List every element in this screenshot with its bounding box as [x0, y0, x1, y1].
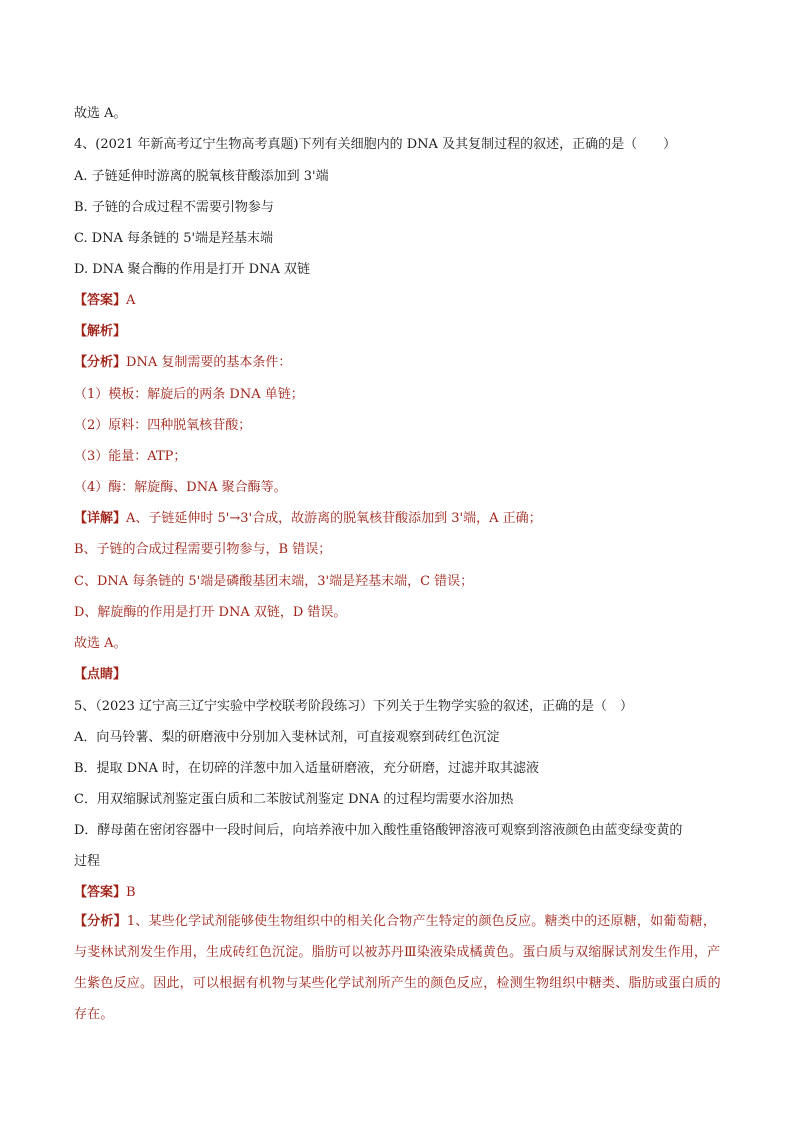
q5-option-d-continued: 过程: [74, 854, 101, 869]
q5-option-d: D．酵母菌在密闭容器中一段时间后，向培养液中加入酸性重铬酸钾溶液可观察到溶液颜色由蓝变绿变黄的: [74, 823, 683, 838]
q4-condition-1: （1）模板：解旋后的两条 DNA 单链；: [74, 387, 304, 402]
q5-fenxi-text: 1、某些化学试剂能够使生物组织中的相关化合物产生特定的颜色反应。糖类中的还原糖，如葡萄糖，与斐林试剂发生作用，生成砖红色沉淀。脂肪可以被苏丹Ⅲ染液染成橘黄色。蛋白质与双缩脲试剂发生作用，产生紫色反应。因此，可以根据有机物与某些化学试剂所产生的颜色反应，检测生物组织中糖类、脂肪或蛋白质的存在。: [74, 914, 721, 1022]
q4-xiangjie-d: D、解旋酶的作用是打开 DNA 双链，D 错误。: [74, 605, 347, 620]
q5-answer-label: 【答案】: [74, 885, 127, 900]
q4-answer-value: A: [126, 293, 136, 308]
q5-option-a: A．向马铃薯、梨的研磨液中分别加入斐林试剂，可直接观察到砖红色沉淀: [74, 730, 500, 745]
q4-option-b: B. 子链的合成过程不需要引物参与: [74, 200, 274, 215]
q4-xiangjie-c: C、DNA 每条链的 5'端是磷酸基团末端，3'端是羟基末端，C 错误；: [74, 574, 474, 589]
q4-fenxi-text: DNA 复制需要的基本条件：: [126, 355, 292, 370]
q4-jiexi-label: 【解析】: [74, 324, 127, 339]
q4-fenxi-label: 【分析】: [74, 355, 127, 370]
q4-stem: 4、(2021 年新高考辽宁生物高考真题)下列有关细胞内的 DNA 及其复制过程的叙述，正确的是（ ）: [74, 137, 677, 152]
q4-condition-2: （2）原料：四种脱氧核苷酸；: [74, 418, 252, 433]
q4-previous-conclusion: 故选 A。: [74, 106, 127, 121]
q4-xiangjie-a: A、子链延伸时 5'→3'合成，故游离的脱氧核苷酸添加到 3'端，A 正确；: [126, 511, 542, 526]
q5-answer-line: [74, 882, 734, 903]
q4-xiangjie-label: 【详解】: [74, 511, 127, 526]
q4-dianjing-label: 【点睛】: [74, 667, 127, 682]
q5-fenxi-label: 【分析】: [74, 914, 127, 929]
q5-stem: 5、（2023 辽宁高三辽宁实验中学校联考阶段练习）下列关于生物学实验的叙述，正确的是（ ）: [74, 699, 633, 714]
q5-fenxi-paragraph: [74, 906, 726, 1030]
q5-option-c: C．用双缩脲试剂鉴定蛋白质和二苯胺试剂鉴定 DNA 的过程均需要水浴加热: [74, 792, 514, 807]
q4-option-d: D. DNA 聚合酶的作用是打开 DNA 双链: [74, 262, 310, 277]
q4-option-c: C. DNA 每条链的 5'端是羟基末端: [74, 231, 274, 246]
q4-option-a: A. 子链延伸时游离的脱氧核苷酸添加到 3'端: [74, 169, 329, 184]
q4-answer-label: 【答案】: [74, 293, 127, 308]
q4-condition-4: （4）酶：解旋酶、DNA 聚合酶等。: [74, 480, 287, 495]
q5-answer-value: B: [126, 885, 136, 900]
q4-xiangjie-b: B、子链的合成过程需要引物参与，B 错误；: [74, 542, 332, 557]
q4-condition-3: （3）能量：ATP；: [74, 449, 187, 464]
q4-xiangjie-line: [74, 508, 734, 529]
q4-fenxi-line: [74, 352, 734, 373]
q4-answer-line: [74, 290, 734, 311]
q5-option-b: B．提取 DNA 时，在切碎的洋葱中加入适量研磨液，充分研磨，过滤并取其滤液: [74, 761, 540, 776]
q4-conclusion: 故选 A。: [74, 636, 127, 651]
